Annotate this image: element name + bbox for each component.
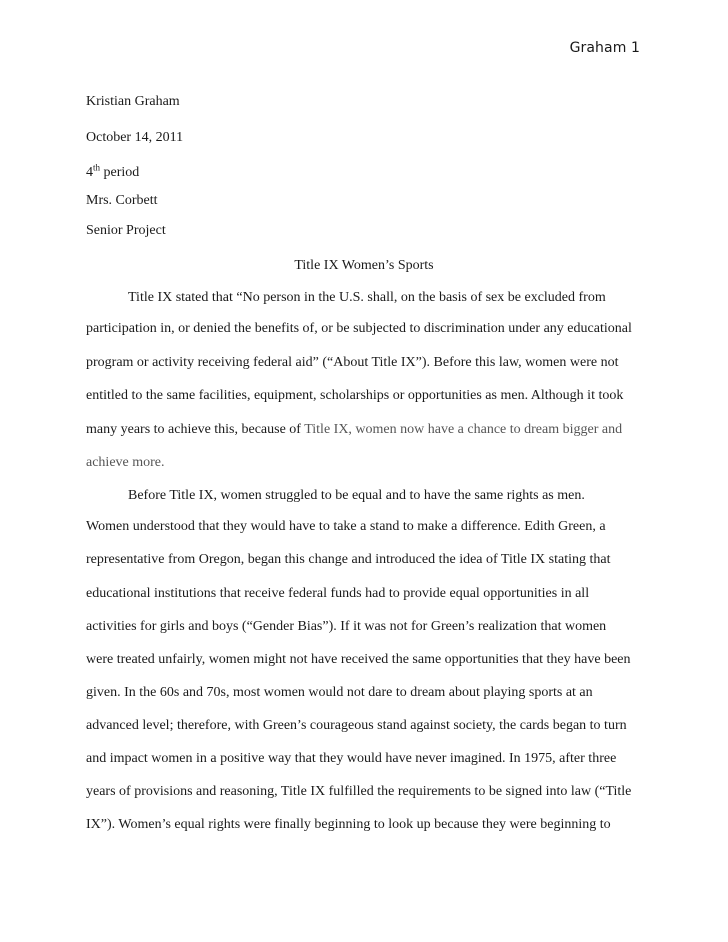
p2-line: advanced level; therefore, with Green’s courageous stand against society, the cards began to turn — [86, 718, 627, 733]
p2-line: representative from Oregon, began this change and introduced the idea of Title IX stating that — [86, 552, 611, 567]
p2-line: activities for girls and boys (“Gender Bias”). If it was not for Green’s realization that women — [86, 619, 607, 634]
p2-line: given. In the 60s and 70s, most women would not dare to dream about playing sports at an — [86, 685, 593, 700]
p1-line5-part-b: Title IX, women now have a chance to dream bigger and — [304, 422, 623, 437]
p1-line: achieve more. — [86, 455, 165, 470]
author-name: Kristian Graham — [86, 94, 180, 109]
p1-line5-part-a: many years to achieve this, because of — [86, 422, 305, 437]
period-superscript: th — [93, 162, 101, 173]
period-number: 4 — [86, 165, 93, 180]
project-line: Senior Project — [86, 223, 166, 238]
p1-line: participation in, or denied the benefits of, or be subjected to discrimination under any educational — [86, 321, 632, 336]
p2-line: Before Title IX, women struggled to be equal and to have the same rights as men. — [128, 488, 585, 503]
period-line — [86, 162, 140, 181]
p2-line: Women understood that they would have to take a stand to make a difference. Edith Green, a — [86, 519, 606, 534]
p2-line: educational institutions that receive federal funds had to provide equal opportunities in all — [86, 586, 590, 601]
p2-line: were treated unfairly, women might not have received the same opportunities that they have been — [86, 652, 631, 667]
p1-line: Title IX stated that “No person in the U.S. shall, on the basis of sex be excluded from — [128, 290, 606, 305]
p1-line — [86, 422, 622, 438]
p1-line: program or activity receiving federal aid” (“About Title IX”). Before this law, women were not — [86, 355, 619, 370]
page-header: Graham 1 — [569, 40, 640, 56]
p2-line: IX”). Women’s equal rights were finally beginning to look up because they were beginning to — [86, 817, 611, 832]
teacher-line: Mrs. Corbett — [86, 193, 158, 208]
p1-line: entitled to the same facilities, equipment, scholarships or opportunities as men. Although it took — [86, 388, 624, 403]
date-line: October 14, 2011 — [86, 130, 184, 145]
period-word: period — [100, 165, 140, 180]
essay-title: Title IX Women’s Sports — [294, 258, 434, 273]
p2-line: years of provisions and reasoning, Title IX fulfilled the requirements to be signed into law (“Title — [86, 784, 632, 799]
p2-line: and impact women in a positive way that they would have never imagined. In 1975, after three — [86, 751, 617, 766]
